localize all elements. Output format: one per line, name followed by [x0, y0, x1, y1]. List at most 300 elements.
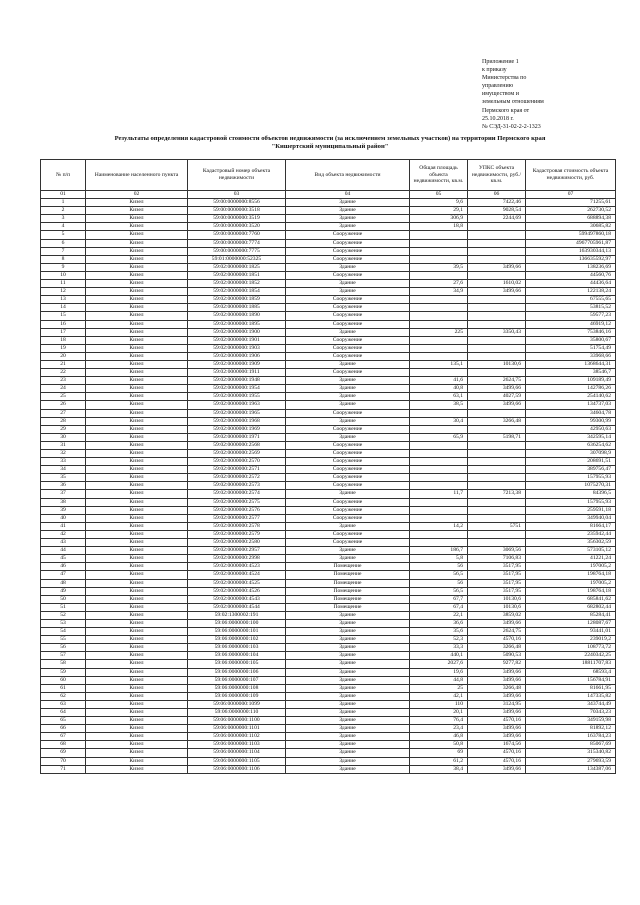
cadastral-number-cell: 59:02:0000000:1969	[188, 425, 286, 433]
row-number-cell: 43	[41, 539, 86, 547]
settlement-cell: Кизел	[86, 369, 188, 377]
area-cell: 76,4	[410, 717, 468, 725]
cadastral-value-cell: 33968,66	[526, 352, 616, 360]
object-type-cell: Здание	[286, 741, 410, 749]
upks-cell	[468, 409, 526, 417]
area-cell: 40,8	[410, 385, 468, 393]
cadastral-value-cell: 599497860,18	[526, 231, 616, 239]
cadastral-number-cell: 59:06:0000000:102	[188, 636, 286, 644]
settlement-cell: Кизел	[86, 668, 188, 676]
table-row	[41, 450, 616, 458]
area-cell: 38,4	[410, 765, 468, 773]
upks-cell	[468, 296, 526, 304]
settlement-cell: Кизел	[86, 450, 188, 458]
object-type-cell: Здание	[286, 555, 410, 563]
upks-cell: 3517,95	[468, 579, 526, 587]
table-row	[41, 280, 616, 288]
area-cell: 67,7	[410, 595, 468, 603]
table-row	[41, 530, 616, 538]
upks-cell: 9277,82	[468, 660, 526, 668]
cadastral-value-cell: 53815,52	[526, 304, 616, 312]
cadastral-number-cell: 59:02:0000000:1901	[188, 336, 286, 344]
area-cell: 67,4	[410, 603, 468, 611]
settlement-cell: Кизел	[86, 441, 188, 449]
settlement-cell: Кизел	[86, 385, 188, 393]
index-cell: 04	[286, 191, 410, 199]
settlement-cell: Кизел	[86, 514, 188, 522]
area-cell: 110	[410, 700, 468, 708]
area-cell	[410, 450, 468, 458]
cadastral-value-cell: 279693,59	[526, 757, 616, 765]
row-number-cell: 10	[41, 271, 86, 279]
table-row	[41, 320, 616, 328]
upks-cell	[468, 223, 526, 231]
cadastral-value-cell: 239019,2	[526, 636, 616, 644]
table-row	[41, 522, 616, 530]
upks-cell	[468, 304, 526, 312]
cadastral-value-cell: 81892,12	[526, 725, 616, 733]
upks-cell: 3499,66	[468, 263, 526, 271]
object-type-cell: Здание	[286, 215, 410, 223]
area-cell: 23,4	[410, 725, 468, 733]
row-number-cell: 71	[41, 765, 86, 773]
upks-cell	[468, 320, 526, 328]
row-number-cell: 28	[41, 417, 86, 425]
upks-cell	[468, 344, 526, 352]
cadastral-number-cell: 59:02:0000000:1900	[188, 328, 286, 336]
upks-cell	[468, 231, 526, 239]
header-cell: Кадастровый номер объекта недвижимости	[188, 160, 286, 191]
cadastral-value-cell: 208691,51	[526, 458, 616, 466]
settlement-cell: Кизел	[86, 644, 188, 652]
settlement-cell: Кизел	[86, 393, 188, 401]
row-number-cell: 54	[41, 628, 86, 636]
table-row	[41, 636, 616, 644]
area-cell	[410, 271, 468, 279]
cadastral-value-cell: 198764,18	[526, 587, 616, 595]
row-number-cell: 25	[41, 393, 86, 401]
settlement-cell: Кизел	[86, 765, 188, 773]
row-number-cell: 65	[41, 717, 86, 725]
cadastral-value-cell: 85067,69	[526, 741, 616, 749]
settlement-cell: Кизел	[86, 595, 188, 603]
settlement-cell: Кизел	[86, 555, 188, 563]
cadastral-value-cell: 93441,01	[526, 628, 616, 636]
cadastral-number-cell: 59:02:0000000:2570	[188, 458, 286, 466]
object-type-cell: Сооружение	[286, 336, 410, 344]
cadastral-number-cell: 59:00:0000000:7760	[188, 231, 286, 239]
table-row	[41, 360, 616, 368]
settlement-cell: Кизел	[86, 288, 188, 296]
cadastral-number-cell: 59:02:0000000:1911	[188, 369, 286, 377]
table-row	[41, 199, 616, 207]
settlement-cell: Кизел	[86, 619, 188, 627]
cadastral-value-cell: 147335,82	[526, 692, 616, 700]
upks-cell	[468, 514, 526, 522]
object-type-cell: Здание	[286, 611, 410, 619]
cadastral-number-cell: 59:02:0000000:1955	[188, 393, 286, 401]
cadastral-value-cell: 235942,44	[526, 530, 616, 538]
settlement-cell: Кизел	[86, 360, 188, 368]
row-number-cell: 13	[41, 296, 86, 304]
cadastral-value-cell: 109189,49	[526, 377, 616, 385]
object-type-cell: Здание	[286, 733, 410, 741]
object-type-cell: Сооружение	[286, 514, 410, 522]
table-row	[41, 490, 616, 498]
object-type-cell: Сооружение	[286, 466, 410, 474]
table-row	[41, 684, 616, 692]
cadastral-number-cell: 59:02:0000000:1965	[188, 409, 286, 417]
upks-cell: 3517,95	[468, 563, 526, 571]
row-number-cell: 52	[41, 611, 86, 619]
cadastral-number-cell: 59:02:0000000:1906	[188, 352, 286, 360]
area-cell	[410, 498, 468, 506]
table-row	[41, 247, 616, 255]
settlement-cell: Кизел	[86, 741, 188, 749]
row-number-cell: 55	[41, 636, 86, 644]
cadastral-value-cell: 67555,65	[526, 296, 616, 304]
cadastral-number-cell: 59:02:1300002:191	[188, 611, 286, 619]
cadastral-number-cell: 59:06:0000000:106	[188, 668, 286, 676]
cadastral-value-cell: 198764,18	[526, 571, 616, 579]
cadastral-value-cell: 254140,62	[526, 393, 616, 401]
object-type-cell: Здание	[286, 263, 410, 271]
object-type-cell: Сооружение	[286, 482, 410, 490]
object-type-cell: Сооружение	[286, 450, 410, 458]
upks-cell	[468, 369, 526, 377]
area-cell: 50,8	[410, 741, 468, 749]
row-number-cell: 4	[41, 223, 86, 231]
table-row	[41, 603, 616, 611]
row-number-cell: 8	[41, 255, 86, 263]
cadastral-number-cell: 59:06:0000000:105	[188, 660, 286, 668]
cadastral-number-cell: 59:02:0000000:1954	[188, 385, 286, 393]
settlement-cell: Кизел	[86, 587, 188, 595]
cadastral-number-cell: 59:02:0000000:2574	[188, 490, 286, 498]
upks-cell	[468, 530, 526, 538]
object-type-cell: Сооружение	[286, 409, 410, 417]
cadastral-value-cell: 138236,69	[526, 263, 616, 271]
cadastral-number-cell: 59:06:0000000:1103	[188, 741, 286, 749]
row-number-cell: 17	[41, 328, 86, 336]
upks-cell: 3499,66	[468, 676, 526, 684]
area-cell: 19,6	[410, 668, 468, 676]
cadastral-number-cell: 59:02:0000000:2580	[188, 539, 286, 547]
table-row	[41, 393, 616, 401]
object-type-cell: Здание	[286, 692, 410, 700]
area-cell: 14,2	[410, 522, 468, 530]
row-number-cell: 7	[41, 247, 86, 255]
row-number-cell: 63	[41, 700, 86, 708]
area-cell: 42,1	[410, 692, 468, 700]
upks-cell	[468, 506, 526, 514]
area-cell: 29,1	[410, 207, 468, 215]
upks-cell: 10130,6	[468, 595, 526, 603]
table-row	[41, 231, 616, 239]
table-row	[41, 563, 616, 571]
cadastral-value-cell: 156784,91	[526, 676, 616, 684]
cadastral-number-cell: 59:02:0000000:1885	[188, 304, 286, 312]
table-row	[41, 239, 616, 247]
row-number-cell: 22	[41, 369, 86, 377]
cadastral-value-cell: 44560,76	[526, 271, 616, 279]
object-type-cell: Здание	[286, 328, 410, 336]
cadastral-number-cell: 59:02:0000000:4543	[188, 595, 286, 603]
area-cell: 20,1	[410, 709, 468, 717]
area-cell: 41,6	[410, 377, 468, 385]
cadastral-number-cell: 59:00:0000000:7774	[188, 239, 286, 247]
row-number-cell: 9	[41, 263, 86, 271]
settlement-cell: Кизел	[86, 652, 188, 660]
object-type-cell: Здание	[286, 668, 410, 676]
cadastral-number-cell: 59:02:0000000:1854	[188, 288, 286, 296]
cadastral-number-cell: 59:06:0000000:101	[188, 628, 286, 636]
cadastral-number-cell: 59:02:0000000:1963	[188, 401, 286, 409]
object-type-cell: Здание	[286, 725, 410, 733]
table-row	[41, 328, 616, 336]
cadastral-value-cell: 389756,47	[526, 466, 616, 474]
upks-cell: 4570,16	[468, 717, 526, 725]
upks-cell	[468, 336, 526, 344]
upks-cell	[468, 482, 526, 490]
cadastral-value-cell: 682802,44	[526, 603, 616, 611]
header-cell: № п/п	[41, 160, 86, 191]
object-type-cell: Сооружение	[286, 425, 410, 433]
table-row	[41, 717, 616, 725]
row-number-cell: 45	[41, 555, 86, 563]
upks-cell: 1674,56	[468, 741, 526, 749]
area-cell: 52,3	[410, 636, 468, 644]
object-type-cell: Здание	[286, 417, 410, 425]
cadastral-number-cell: 59:06:0000000:109	[188, 692, 286, 700]
cadastral-number-cell: 59:02:0000000:4524	[188, 571, 286, 579]
settlement-cell: Кизел	[86, 725, 188, 733]
cadastral-number-cell: 59:06:0000000:1102	[188, 733, 286, 741]
row-number-cell: 35	[41, 474, 86, 482]
object-type-cell: Сооружение	[286, 239, 410, 247]
settlement-cell: Кизел	[86, 433, 188, 441]
upks-cell	[468, 271, 526, 279]
row-number-cell: 36	[41, 482, 86, 490]
cadastral-number-cell: 59:06:0000000:107	[188, 676, 286, 684]
cadastral-number-cell: 59:02:0000000:2957	[188, 547, 286, 555]
object-type-cell: Сооружение	[286, 296, 410, 304]
cadastral-number-cell: 59:00:0000000:7775	[188, 247, 286, 255]
area-cell: 306,9	[410, 215, 468, 223]
table-row	[41, 571, 616, 579]
object-type-cell: Помещение	[286, 571, 410, 579]
area-cell: 33,3	[410, 644, 468, 652]
settlement-cell: Кизел	[86, 207, 188, 215]
area-cell: 2027,6	[410, 660, 468, 668]
row-number-cell: 30	[41, 433, 86, 441]
upks-cell	[468, 352, 526, 360]
cadastral-value-cell: 573105,12	[526, 547, 616, 555]
settlement-cell: Кизел	[86, 344, 188, 352]
settlement-cell: Кизел	[86, 490, 188, 498]
object-type-cell: Сооружение	[286, 369, 410, 377]
upks-cell: 3124,95	[468, 700, 526, 708]
index-cell: 06	[468, 191, 526, 199]
area-cell: 34,9	[410, 288, 468, 296]
settlement-cell: Кизел	[86, 684, 188, 692]
settlement-cell: Кизел	[86, 571, 188, 579]
cadastral-number-cell: 59:01:0000000:52325	[188, 255, 286, 263]
settlement-cell: Кизел	[86, 628, 188, 636]
index-cell: 05	[410, 191, 468, 199]
cadastral-value-cell: 2240342,25	[526, 652, 616, 660]
cadastral-number-cell: 59:06:0000000:103	[188, 644, 286, 652]
area-cell: 44,8	[410, 676, 468, 684]
cadastral-value-cell: 134737,03	[526, 401, 616, 409]
upks-cell	[468, 255, 526, 263]
table-row	[41, 628, 616, 636]
cadastral-value-cell: 349940,04	[526, 514, 616, 522]
upks-cell: 3499,66	[468, 709, 526, 717]
table-row	[41, 263, 616, 271]
upks-cell: 7213,38	[468, 490, 526, 498]
upks-cell: 3517,95	[468, 571, 526, 579]
area-cell: 25	[410, 684, 468, 692]
cadastral-value-cell: 197005,2	[526, 579, 616, 587]
area-cell: 11,7	[410, 490, 468, 498]
area-cell	[410, 514, 468, 522]
area-cell: 63,1	[410, 393, 468, 401]
cadastral-number-cell: 59:02:0000000:2568	[188, 441, 286, 449]
cadastral-value-cell: 163784,23	[526, 733, 616, 741]
cadastral-number-cell: 59:02:0000000:1890	[188, 312, 286, 320]
settlement-cell: Кизел	[86, 749, 188, 757]
object-type-cell: Сооружение	[286, 304, 410, 312]
area-cell: 56	[410, 563, 468, 571]
object-type-cell: Здание	[286, 709, 410, 717]
cadastral-value-cell: 85284,41	[526, 611, 616, 619]
cadastral-number-cell: 59:02:0000000:1948	[188, 377, 286, 385]
row-number-cell: 21	[41, 360, 86, 368]
area-cell: 65,9	[410, 433, 468, 441]
area-cell: 56,5	[410, 571, 468, 579]
settlement-cell: Кизел	[86, 247, 188, 255]
object-type-cell: Сооружение	[286, 474, 410, 482]
object-type-cell: Сооружение	[286, 530, 410, 538]
table-row	[41, 482, 616, 490]
cadastral-number-cell: 59:02:0000000:4544	[188, 603, 286, 611]
settlement-cell: Кизел	[86, 312, 188, 320]
row-number-cell: 12	[41, 288, 86, 296]
table-row	[41, 514, 616, 522]
area-cell	[410, 336, 468, 344]
upks-cell: 2244,69	[468, 215, 526, 223]
area-cell	[410, 466, 468, 474]
area-cell: 9,6	[410, 199, 468, 207]
cadastral-number-cell: 59:06:0000000:1099	[188, 700, 286, 708]
upks-cell: 10130,6	[468, 360, 526, 368]
table-row	[41, 255, 616, 263]
upks-cell	[468, 425, 526, 433]
index-cell: 02	[86, 191, 188, 199]
upks-cell: 3499,66	[468, 733, 526, 741]
cadastral-value-cell: 42950,63	[526, 425, 616, 433]
area-cell: 22,1	[410, 611, 468, 619]
object-type-cell: Сооружение	[286, 344, 410, 352]
table-row	[41, 676, 616, 684]
upks-cell	[468, 466, 526, 474]
area-cell	[410, 482, 468, 490]
cadastral-number-cell: 59:02:0000000:2579	[188, 530, 286, 538]
area-cell	[410, 539, 468, 547]
row-number-cell: 40	[41, 514, 86, 522]
settlement-cell: Кизел	[86, 417, 188, 425]
area-cell: 440,1	[410, 652, 468, 660]
upks-cell: 3266,48	[468, 417, 526, 425]
table-row	[41, 352, 616, 360]
upks-cell: 5090,53	[468, 652, 526, 660]
settlement-cell: Кизел	[86, 239, 188, 247]
row-number-cell: 37	[41, 490, 86, 498]
area-cell: 69	[410, 749, 468, 757]
area-cell: 27,6	[410, 280, 468, 288]
upks-cell: 3350,43	[468, 328, 526, 336]
cadastral-value-cell: 46919,12	[526, 320, 616, 328]
row-number-cell: 14	[41, 304, 86, 312]
settlement-cell: Кизел	[86, 579, 188, 587]
table-row	[41, 466, 616, 474]
cadastral-number-cell: 59:02:0000000:2577	[188, 514, 286, 522]
area-cell	[410, 255, 468, 263]
cadastral-number-cell: 59:02:0000000:2575	[188, 498, 286, 506]
upks-cell	[468, 498, 526, 506]
upks-cell: 3859,02	[468, 611, 526, 619]
row-number-cell: 26	[41, 401, 86, 409]
upks-cell: 3499,66	[468, 725, 526, 733]
area-cell: 56	[410, 579, 468, 587]
table-row	[41, 433, 616, 441]
upks-cell: 3499,66	[468, 619, 526, 627]
cadastral-value-cell: 99300,99	[526, 417, 616, 425]
settlement-cell: Кизел	[86, 425, 188, 433]
area-cell	[410, 506, 468, 514]
table-row	[41, 506, 616, 514]
object-type-cell: Здание	[286, 717, 410, 725]
settlement-cell: Кизел	[86, 636, 188, 644]
cadastral-value-cell: 51754,49	[526, 344, 616, 352]
cadastral-value-cell: 315340,82	[526, 749, 616, 757]
object-type-cell: Сооружение	[286, 255, 410, 263]
row-number-cell: 29	[41, 425, 86, 433]
area-cell: 38,5	[410, 401, 468, 409]
settlement-cell: Кизел	[86, 709, 188, 717]
cadastral-value-cell: 342595,14	[526, 433, 616, 441]
table-row	[41, 474, 616, 482]
table-row	[41, 271, 616, 279]
table-row	[41, 579, 616, 587]
area-cell	[410, 247, 468, 255]
table-row	[41, 312, 616, 320]
table-row	[41, 296, 616, 304]
area-cell: 61,2	[410, 757, 468, 765]
settlement-cell: Кизел	[86, 280, 188, 288]
settlement-cell: Кизел	[86, 263, 188, 271]
row-number-cell: 34	[41, 466, 86, 474]
cadastral-value-cell: 259591,18	[526, 506, 616, 514]
table-row	[41, 377, 616, 385]
table-row	[41, 595, 616, 603]
row-number-cell: 53	[41, 619, 86, 627]
cadastral-value-table	[40, 159, 616, 774]
object-type-cell: Здание	[286, 393, 410, 401]
area-cell: 35,6	[410, 628, 468, 636]
cadastral-value-cell: 59577,23	[526, 312, 616, 320]
